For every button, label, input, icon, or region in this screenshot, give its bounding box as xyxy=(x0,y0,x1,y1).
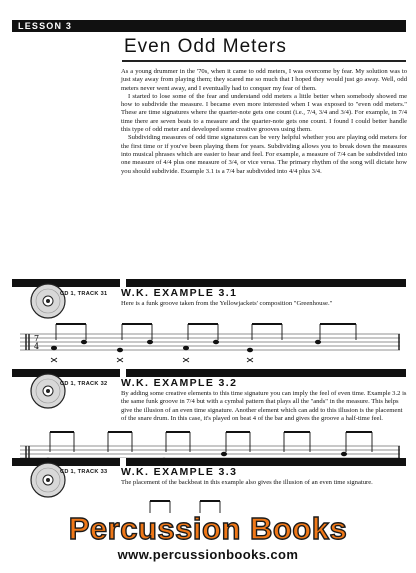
intro-paragraph-1: As a young drummer in the '70s, when it came to odd meters, I was overcome by fear. My solution was to just stay away from playing them; they scared me so much that I hoped they would just go away. Well, odd meters never went away, and I eventually had to conquer my fear of them. xyxy=(121,68,407,92)
example-3-description: The placement of the backbeat in this example also gives the illusion of an even time signature. xyxy=(121,479,373,486)
lesson-label: LESSON 3 xyxy=(18,21,73,31)
cd-icon xyxy=(30,462,66,498)
intro-paragraph-2: I started to lose some of the fear and understand odd meters a little better when somebody showed me how to subdivide the measure. I became even more interested when I was exposed to "even odd meters." These are time signatures where the quarter-note gets one count (i.e., 7/4, 3/4 and 3/4). For example, in 7/4 time there are seven beats to a measure and the quarter-note gets one count. I found I could better handle this type of odd meter and developed some creative grooves using them. xyxy=(121,92,407,134)
example-1-bar xyxy=(12,279,406,287)
cd-icon xyxy=(30,373,66,409)
example-1-notation xyxy=(20,316,400,366)
svg-text:4: 4 xyxy=(34,342,40,351)
example-1-title: W.K. EXAMPLE 3.1 xyxy=(121,287,238,299)
example-2-description: By adding some creative elements to this time signature you can imply the feel of even time. Example 3.2 is the same funk groove in 7/4 but with a cymbal pattern that plays all the "ands" in the measure. This helps give the illusion of an even time signature. Another element which can add to this illusion is the placement of the snare drum. In this case, it's played on beat 4 of the bar and gives the groove a half-time feel. xyxy=(121,390,407,422)
publisher-url[interactable]: www.percussionbooks.com xyxy=(117,547,299,562)
example-3-bar xyxy=(12,458,406,466)
example-3-title: W.K. EXAMPLE 3.3 xyxy=(121,466,238,478)
example-2-track: CD 1, TRACK 32 xyxy=(60,381,108,387)
intro-text xyxy=(121,68,407,176)
publisher-banner: Percussion Books xyxy=(68,511,348,546)
page-title: Even Odd Meters xyxy=(124,36,287,57)
intro-paragraph-3: Subdividing measures of odd time signatures can be very helpful whether you are playing odd meters for the first time or if you've been playing them for years. Subdividing allows you to break down the measures into musical phrases which are easier to hear and feel. For example, a measure of 7/4 can be subdivided into one measure of 4/4 plus one measure of 3/4, or vice versa. The primary rhythm of the song will dictate how you should subdivide. Example 3.1 is a 7/4 bar subdivided into 4/4 plus 3/4. xyxy=(121,134,407,175)
cd-icon xyxy=(30,283,66,319)
example-1-track: CD 1, TRACK 31 xyxy=(60,291,108,297)
example-2-title: W.K. EXAMPLE 3.2 xyxy=(121,377,238,389)
title-rule xyxy=(122,60,406,62)
example-1-description: Here is a funk groove taken from the Yellowjackets' composition "Greenhouse." xyxy=(121,300,333,307)
example-2-bar xyxy=(12,369,406,377)
lesson-header-bar xyxy=(12,20,406,32)
example-3-track: CD 1, TRACK 33 xyxy=(60,469,108,475)
svg-text:7: 7 xyxy=(34,334,40,343)
